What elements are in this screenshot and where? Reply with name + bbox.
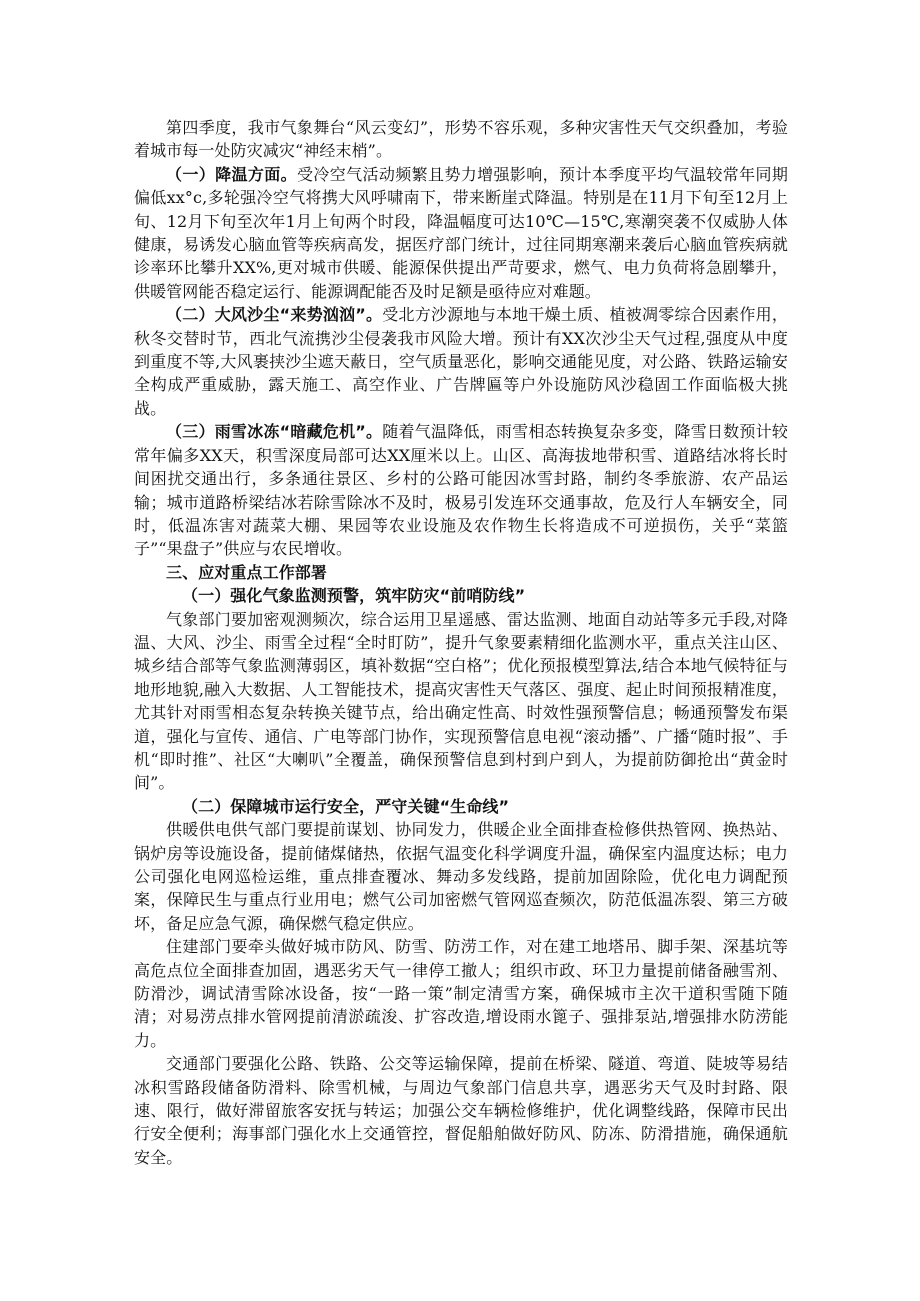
paragraph-transport: 交通部门要强化公路、铁路、公交等运输保障，提前在桥梁、隧道、弯道、陡坡等易结冰积雪路段储备防滑料、除雪机械，与周边气象部门信息共享，遇恶劣天气及时封路、限速、限行，做好滞留旅客安抚与转运；加强公交车辆检修维护，优化调整线路，保障市民出行安全便利；海事部门强化水上交通管控，督促船舶做好防风、防冻、防滑措施，确保通航安全。 xyxy=(134,1054,788,1167)
heading-cooling: （一）降温方面。 xyxy=(166,164,297,184)
intro-paragraph: 第四季度，我市气象舞台“风云变幻”，形势不容乐观，多种灾害性天气交织叠加，考验着城市每一处防灾减灾“神经末梢”。 xyxy=(134,118,788,161)
paragraph-cooling: （一）降温方面。受冷空气活动频繁且势力增强影响，预计本季度平均气温较常年同期偏低xx°c,多轮强冷空气将携大风呼啸南下，带来断崖式降温。特别是在11月下旬至12月上旬、12月下旬至次年1月上旬两个时段，降温幅度可达10℃—15℃,寒潮突袭不仅威胁人体健康，易诱发心脑血管等疾病高发，据医疗部门统计，过往同期寒潮来袭后心脑血管疾病就诊率环比攀升XX%,更对城市供暖、能源保供提出严苛要求，燃气、电力负荷将急剧攀升，供暖管网能否稳定运行、能源调配能否及时足额是亟待应对难题。 xyxy=(134,164,788,301)
heading-sandstorm: （二）大风沙尘“来势汹汹”。 xyxy=(166,305,383,325)
paragraph-construction: 住建部门要牵头做好城市防风、防雪、防涝工作，对在建工地塔吊、脚手架、深基坑等高危点位全面排查加固，遇恶劣天气一律停工撤人；组织市政、环卫力量提前储备融雪剂、防滑沙，调试清雪除冰设备，按“一路一策”制定清雪方案，确保城市主次干道积雪随下随清；对易涝点排水管网提前清淤疏浚、扩容改造,增设雨水篦子、强排泵站,增强排水防涝能力。 xyxy=(134,937,788,1050)
paragraph-sandstorm: （二）大风沙尘“来势汹汹”。受北方沙源地与本地干燥土质、植被凋零综合因素作用，秋冬交替时节，西北气流携沙尘侵袭我市风险大增。预计有XX次沙尘天气过程,强度从中度到重度不等,大风裹挟沙尘遮天蔽日，空气质量恶化，影响交通能见度，对公路、铁路运输安全构成严重威胁，露天施工、高空作业、广告牌匾等户外设施防风沙稳固工作面临极大挑战。 xyxy=(134,305,788,418)
subsection-heading-monitoring: （一）强化气象监测预警，筑牢防灾“前哨防线” xyxy=(182,586,526,606)
paragraph-freezing: （三）雨雪冰冻“暗藏危机”。随着气温降低，雨雪相态转换复杂多变，降雪日数预计较常年偏多XX天，积雪深度局部可达XX厘米以上。山区、高海拔地带积雪、道路结冰将长时间困扰交通出行，多条通往景区、乡村的公路可能因冰雪封路，制约冬季旅游、农产品运输；城市道路桥梁结冰若除雪除冰不及时，极易引发连环交通事故，危及行人车辆安全，同时，低温冻害对蔬菜大棚、果园等农业设施及农作物生长将造成不可逆损伤，关乎“菜篮子”“果盘子”供应与农民增收。 xyxy=(134,422,788,559)
heading-freezing: （三）雨雪冰冻“暗藏危机”。 xyxy=(166,422,383,442)
paragraph-monitoring: 气象部门要加密观测频次，综合运用卫星遥感、雷达监测、地面自动站等多元手段,对降温、大风、沙尘、雨雪全过程“全时盯防”，提升气象要素精细化监测水平，重点关注山区、城乡结合部等气象监测薄弱区，填补数据“空白格”；优化预报模型算法,结合本地气候特征与地形地貌,融入大数据、人工智能技术，提高灾害性天气落区、强度、起止时间预报精准度，尤其针对雨雪相态复杂转换关键节点，给出确定性高、时效性强预警信息；畅通预警发布渠道，强化与宣传、通信、广电等部门协作，实现预警信息电视“滚动播”、广播“随时报”、手机“即时推”、社区“大喇叭”全覆盖，确保预警信息到村到户到人，为提前防御抢出“黄金时间”。 xyxy=(134,609,788,793)
paragraph-utilities: 供暖供电供气部门要提前谋划、协同发力，供暖企业全面排查检修供热管网、换热站、锅炉房等设施设备，提前储煤储热，依据气温变化科学调度升温，确保室内温度达标；电力公司强化电网巡检运维，重点排查覆冰、舞动多发线路，提前加固除险，优化电力调配预案，保障民生与重点行业用电；燃气公司加密燃气管网巡查频次，防范低温冻裂、第三方破坏，备足应急气源，确保燃气稳定供应。 xyxy=(134,820,788,933)
subsection-heading-city-safety: （二）保障城市运行安全，严守关键“生命线” xyxy=(182,796,510,816)
section-heading-3: 三、应对重点工作部署 xyxy=(166,562,328,582)
